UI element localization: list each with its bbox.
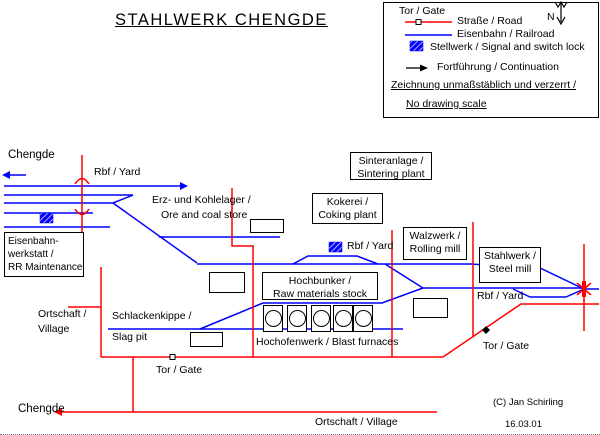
building-steel-mill — [479, 247, 541, 283]
building-label: Kokerei / — [326, 196, 369, 208]
furnace-drum-icon — [289, 310, 306, 327]
building-unlabeled — [190, 332, 223, 347]
furnace-drum-icon — [335, 310, 352, 327]
gate-bottom-icon — [170, 355, 175, 360]
label-gate-bottom: Tor / Gate — [156, 364, 203, 376]
blast-furnace — [311, 305, 331, 332]
blast-furnace — [287, 305, 307, 332]
stellwerk-west-icon — [40, 213, 53, 223]
building-label: Sinteranlage / — [358, 155, 424, 167]
building-rolling-mill — [403, 227, 467, 260]
building-label: Rolling mill — [409, 242, 461, 255]
label-chengde-top: Chengde — [8, 149, 55, 161]
building-label: Hochbunker / — [288, 275, 352, 287]
furnace-drum-icon — [313, 310, 330, 327]
legend-note-en: No drawing scale — [406, 98, 487, 110]
label-ore-store-de: Erz- und Kohlelager / — [152, 194, 251, 206]
page-title: STAHLWERK CHENGDE — [115, 11, 328, 29]
label-blast-furnaces: Hochofenwerk / Blast furnaces — [256, 336, 399, 348]
building-label: Raw materials stock — [273, 287, 367, 300]
stellwerk-mid-icon — [329, 242, 342, 252]
label-gate-right: Tor / Gate — [483, 340, 530, 352]
legend-road-label: Straße / Road — [457, 15, 523, 27]
building-label: Stahlwerk / — [484, 250, 536, 262]
label-yard-mid: Rbf / Yard — [347, 240, 394, 252]
label-chengde-bottom: Chengde — [18, 403, 65, 415]
building-label: RR Maintenance — [8, 262, 83, 273]
building-rr-maintenance — [4, 232, 84, 277]
blast-furnace — [263, 305, 283, 332]
legend-continuation-label: Fortführung / Continuation — [437, 61, 559, 73]
label-village-left-de: Ortschaft / — [38, 308, 87, 320]
building-label: Walzwerk / — [409, 230, 461, 242]
north-label: N — [547, 11, 555, 23]
label-slag-en: Slag pit — [112, 331, 148, 343]
building-unlabeled — [250, 219, 284, 233]
building-label: werkstatt / — [8, 249, 54, 260]
gate-right-icon — [482, 326, 490, 334]
credit-date: 16.03.01 — [505, 419, 542, 430]
label-ore-store-en: Ore and coal store — [161, 209, 248, 221]
label-yard-right: Rbf / Yard — [477, 290, 524, 302]
credit-author: (C) Jan Schirling — [493, 397, 564, 408]
building-label: Coking plant — [318, 208, 377, 221]
building-unlabeled — [209, 272, 245, 293]
continuation-arrow-west-icon — [2, 171, 10, 179]
building-raw-materials-bunker — [262, 272, 378, 300]
building-sintering-plant — [350, 152, 432, 180]
label-village-bottom: Ortschaft / Village — [315, 416, 398, 428]
furnace-drum-icon — [355, 310, 372, 327]
furnace-drum-icon — [265, 310, 282, 327]
legend-railroad-label: Eisenbahn / Railroad — [457, 28, 555, 40]
legend-note-de: Zeichnung unmaßstäblich und verzerrt / — [391, 79, 577, 91]
legend-stellwerk-label: Stellwerk / Signal and switch lock — [430, 41, 585, 53]
label-slag-de: Schlackenkippe / — [112, 310, 192, 322]
label-yard-top: Rbf / Yard — [94, 166, 141, 178]
label-village-left-en: Village — [38, 323, 70, 335]
building-coking-plant — [312, 193, 383, 224]
continuation-arrow-east-icon — [180, 182, 188, 190]
building-label: Steel mill — [488, 262, 532, 275]
legend-gate-label: Tor / Gate — [399, 5, 446, 17]
blast-furnace — [333, 305, 353, 332]
building-unlabeled — [413, 298, 448, 318]
building-label: Sintering plant — [357, 167, 425, 180]
building-label: Eisenbahn- — [8, 236, 59, 247]
blast-furnace — [353, 305, 373, 332]
